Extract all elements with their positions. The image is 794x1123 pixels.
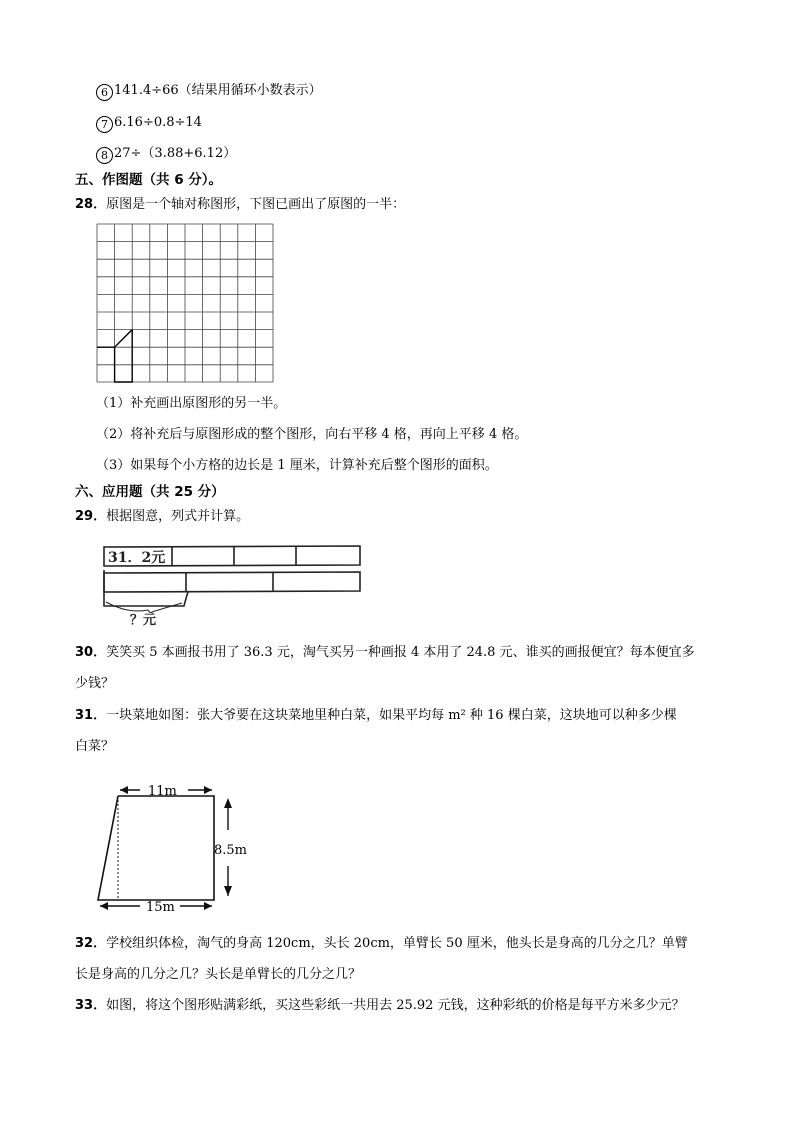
question-29 <box>75 507 249 527</box>
q28-sub-3: （3）如果每个小方格的边长是 1 厘米，计算补充后整个图形的面积。 <box>96 458 498 473</box>
trapezoid-diagram <box>92 776 252 918</box>
question-31 <box>75 706 677 726</box>
question-number: 30． <box>75 645 107 660</box>
calc-item-text: 141.4÷66（结果用循环小数表示） <box>114 83 322 98</box>
question-30-cont: 少钱？ <box>75 676 115 691</box>
question-text: 原图是一个轴对称图形，下图已画出了原图的一半： <box>106 197 406 212</box>
circled-number: 8 <box>96 147 113 164</box>
circled-number: 7 <box>96 116 113 133</box>
calc-item-text: 6.16÷0.8÷14 <box>114 115 202 130</box>
question-30 <box>75 643 695 663</box>
section-6-heading: 六、应用题（共 25 分） <box>75 484 225 500</box>
question-number: 32． <box>75 936 107 951</box>
question-31-cont: 白菜？ <box>75 739 115 754</box>
question-text: 如图，将这个图形贴满彩纸，买这些彩纸一共用去 25.92 元钱，这种彩纸的价格是每平方米多少元？ <box>106 998 685 1013</box>
question-text: 笑笑买 5 本画报书用了 36.3 元，淘气买另一种画报 4 本用了 24.8 元、谁买的画报便宜？每本便宜多 <box>106 645 695 660</box>
section-5-heading: 五、作图题（共 6 分）。 <box>75 172 223 188</box>
question-text: 一块菜地如图：张大爷要在这块菜地里种白菜，如果平均每 m² 种 16 棵白菜，这块地可以种多少棵 <box>106 708 677 723</box>
label-bottom: ？元 <box>130 613 157 626</box>
label-height: 8.5m <box>214 843 248 858</box>
calc-item-7 <box>96 113 202 133</box>
question-32-cont: 长是身高的几分之几？头长是单臂长的几分之几？ <box>75 967 362 982</box>
calc-item-6 <box>96 81 322 101</box>
question-number: 28． <box>75 197 107 212</box>
question-number: 33． <box>75 998 107 1013</box>
question-text: 学校组织体检，淘气的身高 120cm，头长 20cm，单臂长 50 厘米，他头长是身高的几分之几？单臂 <box>106 936 688 951</box>
question-number: 31． <box>75 708 107 723</box>
label-bottom-length: 15m <box>146 900 175 915</box>
circled-number: 6 <box>96 84 113 101</box>
label-top-length: 11m <box>148 784 177 799</box>
label-top: 31．2元 <box>108 550 166 566</box>
line-segment-diagram <box>98 540 366 626</box>
question-32 <box>75 934 688 954</box>
question-33 <box>75 996 685 1016</box>
question-text: 根据图意，列式并计算。 <box>106 509 250 524</box>
question-28 <box>75 195 405 215</box>
grid-figure <box>96 223 276 385</box>
calc-item-8 <box>96 144 236 164</box>
q28-sub-1: （1）补充画出原图形的另一半。 <box>96 396 287 411</box>
calc-item-text: 27÷（3.88+6.12） <box>114 146 237 161</box>
question-number: 29． <box>75 509 107 524</box>
q28-sub-2: （2）将补充后与原图形成的整个图形，向右平移 4 格，再向上平移 4 格。 <box>96 427 528 442</box>
